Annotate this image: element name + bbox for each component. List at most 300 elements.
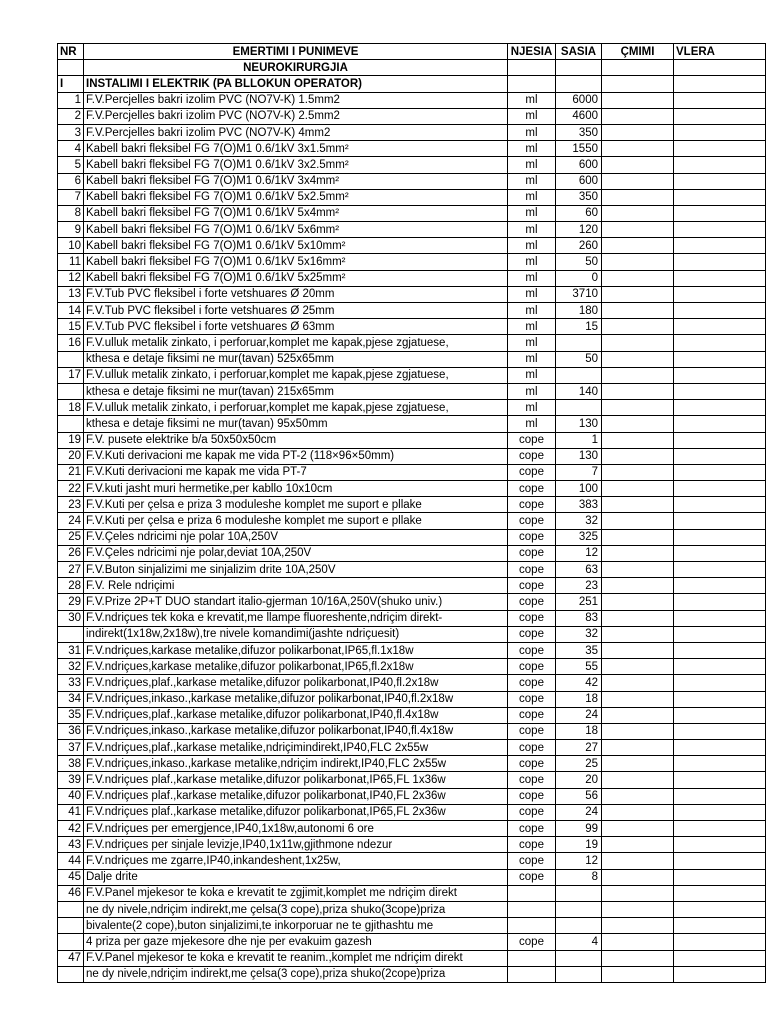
row-nr: 24 <box>58 513 84 529</box>
row-description: F.V.Tub PVC fleksibel i forte vetshuares Ø 25mm <box>84 303 508 319</box>
row-unit: cope <box>508 788 556 804</box>
row-price <box>602 513 674 529</box>
row-unit: cope <box>508 659 556 675</box>
table-row <box>58 238 766 254</box>
row-value <box>674 772 766 788</box>
row-value <box>674 934 766 950</box>
row-description: F.V.ndriçues me zgarre,IP40,inkandeshent,1x25w, <box>84 853 508 869</box>
row-quantity: 8 <box>556 869 602 885</box>
row-nr: 43 <box>58 837 84 853</box>
row-quantity: 24 <box>556 804 602 820</box>
row-unit: cope <box>508 448 556 464</box>
row-quantity: 24 <box>556 707 602 723</box>
row-quantity: 4600 <box>556 108 602 124</box>
row-unit: cope <box>508 562 556 578</box>
row-price <box>602 481 674 497</box>
row-unit: cope <box>508 837 556 853</box>
row-nr: 23 <box>58 497 84 513</box>
table-row <box>58 642 766 658</box>
row-description: F.V.Çeles ndricimi nje polar,deviat 10A,250V <box>84 545 508 561</box>
row-quantity: 12 <box>556 545 602 561</box>
row-price <box>602 756 674 772</box>
row-nr <box>58 626 84 642</box>
row-description: F.V.ulluk metalik zinkato, i perforuar,komplet me kapak,pjese zgjatuese, <box>84 400 508 416</box>
row-quantity: 99 <box>556 821 602 837</box>
row-description: F.V.Percjelles bakri izolim PVC (NO7V-K) 4mm2 <box>84 124 508 140</box>
row-value <box>674 351 766 367</box>
row-unit <box>508 918 556 934</box>
row-quantity: 383 <box>556 497 602 513</box>
header-nr: NR <box>58 44 84 60</box>
table-row <box>58 367 766 383</box>
row-quantity: 50 <box>556 254 602 270</box>
row-description: Kabell bakri fleksibel FG 7(O)M1 0.6/1kV 5x2.5mm² <box>84 189 508 205</box>
row-quantity: 325 <box>556 529 602 545</box>
table-row <box>58 756 766 772</box>
row-price <box>602 545 674 561</box>
section-title: INSTALIMI I ELEKTRIK (PA BLLOKUN OPERATOR) <box>84 76 508 92</box>
row-value <box>674 464 766 480</box>
row-value <box>674 756 766 772</box>
row-price <box>602 416 674 432</box>
row-value <box>674 157 766 173</box>
table-row <box>58 303 766 319</box>
row-price <box>602 562 674 578</box>
table-row <box>58 481 766 497</box>
row-unit: ml <box>508 189 556 205</box>
row-price <box>602 594 674 610</box>
row-price <box>602 448 674 464</box>
row-value <box>674 594 766 610</box>
row-unit: ml <box>508 124 556 140</box>
row-value <box>674 303 766 319</box>
row-description: F.V.Kuti per çelsa e priza 3 moduleshe komplet me suport e pllake <box>84 497 508 513</box>
row-quantity: 35 <box>556 642 602 658</box>
row-price <box>602 659 674 675</box>
row-price <box>602 772 674 788</box>
subtitle: NEUROKIRURGJIA <box>84 60 508 76</box>
row-unit: cope <box>508 772 556 788</box>
row-nr: 41 <box>58 804 84 820</box>
row-price <box>602 351 674 367</box>
row-nr <box>58 966 84 982</box>
table-row <box>58 497 766 513</box>
table-row <box>58 416 766 432</box>
table-row <box>58 351 766 367</box>
row-unit: ml <box>508 141 556 157</box>
table-row <box>58 108 766 124</box>
table-row <box>58 578 766 594</box>
table-row <box>58 92 766 108</box>
row-unit: cope <box>508 853 556 869</box>
row-unit: cope <box>508 934 556 950</box>
row-price <box>602 740 674 756</box>
row-value <box>674 885 766 901</box>
row-value <box>674 222 766 238</box>
row-price <box>602 205 674 221</box>
row-price <box>602 788 674 804</box>
row-description: F.V.ulluk metalik zinkato, i perforuar,komplet me kapak,pjese zgjatuese, <box>84 335 508 351</box>
row-unit: cope <box>508 675 556 691</box>
section-row <box>58 76 766 92</box>
table-row <box>58 286 766 302</box>
table-row <box>58 448 766 464</box>
row-description: F.V.ndriçues,karkase metalike,difuzor polikarbonat,IP65,fl.2x18w <box>84 659 508 675</box>
table-row <box>58 319 766 335</box>
row-nr: 45 <box>58 869 84 885</box>
row-value <box>674 497 766 513</box>
row-description: F.V.ndriçues,inkaso.,karkase metalike,difuzor polikarbonat,IP40,fl.4x18w <box>84 723 508 739</box>
row-quantity <box>556 335 602 351</box>
header-description: EMERTIMI I PUNIMEVE <box>84 44 508 60</box>
row-description: F.V.Percjelles bakri izolim PVC (NO7V-K) 1.5mm2 <box>84 92 508 108</box>
row-price <box>602 529 674 545</box>
row-price <box>602 918 674 934</box>
table-row <box>58 772 766 788</box>
row-quantity: 4 <box>556 934 602 950</box>
row-quantity: 18 <box>556 723 602 739</box>
row-value <box>674 124 766 140</box>
row-description: F.V.ndriçues,inkaso.,karkase metalike,ndriçim indirekt,IP40,FLC 2x55w <box>84 756 508 772</box>
row-price <box>602 303 674 319</box>
row-unit <box>508 885 556 901</box>
row-price <box>602 707 674 723</box>
row-price <box>602 723 674 739</box>
row-unit: cope <box>508 804 556 820</box>
row-price <box>602 189 674 205</box>
row-value <box>674 367 766 383</box>
row-description: F.V.ndriçues,plaf.,karkase metalike,ndriçimindirekt,IP40,FLC 2x55w <box>84 740 508 756</box>
row-quantity: 19 <box>556 837 602 853</box>
row-value <box>674 319 766 335</box>
section-nr: I <box>58 76 84 92</box>
row-description: F.V.ndriçues,karkase metalike,difuzor polikarbonat,IP65,fl.1x18w <box>84 642 508 658</box>
row-unit: cope <box>508 626 556 642</box>
row-quantity: 7 <box>556 464 602 480</box>
row-unit: ml <box>508 416 556 432</box>
row-nr: 11 <box>58 254 84 270</box>
row-value <box>674 383 766 399</box>
row-price <box>602 901 674 917</box>
row-description: F.V.ndriçues,plaf.,karkase metalike,difuzor polikarbonat,IP40,fl.2x18w <box>84 675 508 691</box>
row-description: F.V. Rele ndriçimi <box>84 578 508 594</box>
row-description: ne dy nivele,ndriçim indirekt,me çelsa(3 cope),priza shuko(3cope)priza <box>84 901 508 917</box>
row-quantity: 50 <box>556 351 602 367</box>
row-value <box>674 205 766 221</box>
row-quantity <box>556 901 602 917</box>
table-row <box>58 157 766 173</box>
row-value <box>674 238 766 254</box>
table-row <box>58 400 766 416</box>
row-unit: ml <box>508 205 556 221</box>
row-price <box>602 286 674 302</box>
row-value <box>674 837 766 853</box>
table-row <box>58 626 766 642</box>
table-row <box>58 205 766 221</box>
row-description: F.V.ndriçues,plaf.,karkase metalike,difuzor polikarbonat,IP40,fl.4x18w <box>84 707 508 723</box>
row-description: F.V.Panel mjekesor te koka e krevatit te reanim.,komplet me ndriçim direkt <box>84 950 508 966</box>
row-price <box>602 642 674 658</box>
row-price <box>602 141 674 157</box>
row-nr: 34 <box>58 691 84 707</box>
row-price <box>602 157 674 173</box>
row-nr: 1 <box>58 92 84 108</box>
row-price <box>602 626 674 642</box>
row-nr: 17 <box>58 367 84 383</box>
row-description: F.V.Çeles ndricimi nje polar 10A,250V <box>84 529 508 545</box>
row-quantity: 27 <box>556 740 602 756</box>
row-quantity: 23 <box>556 578 602 594</box>
row-price <box>602 869 674 885</box>
row-nr <box>58 351 84 367</box>
row-price <box>602 821 674 837</box>
row-price <box>602 464 674 480</box>
row-value <box>674 966 766 982</box>
row-description: F.V.ulluk metalik zinkato, i perforuar,komplet me kapak,pjese zgjatuese, <box>84 367 508 383</box>
table-row <box>58 804 766 820</box>
row-unit: cope <box>508 869 556 885</box>
row-nr <box>58 383 84 399</box>
row-unit: cope <box>508 821 556 837</box>
row-price <box>602 675 674 691</box>
row-unit <box>508 966 556 982</box>
row-description: Kabell bakri fleksibel FG 7(O)M1 0.6/1kV 5x16mm² <box>84 254 508 270</box>
row-description: kthesa e detaje fiksimi ne mur(tavan) 95x50mm <box>84 416 508 432</box>
header-unit: NJESIA <box>508 44 556 60</box>
row-nr: 36 <box>58 723 84 739</box>
row-quantity: 6000 <box>556 92 602 108</box>
row-value <box>674 610 766 626</box>
row-quantity: 180 <box>556 303 602 319</box>
row-quantity <box>556 885 602 901</box>
row-quantity: 100 <box>556 481 602 497</box>
row-value <box>674 821 766 837</box>
row-nr: 18 <box>58 400 84 416</box>
row-description: ne dy nivele,ndriçim indirekt,me çelsa(3 cope),priza shuko(2cope)priza <box>84 966 508 982</box>
table-row <box>58 383 766 399</box>
row-price <box>602 837 674 853</box>
row-unit: ml <box>508 270 556 286</box>
row-unit: ml <box>508 319 556 335</box>
row-description: F.V.ndriçues plaf.,karkase metalike,difuzor polikarbonat,IP65,FL 1x36w <box>84 772 508 788</box>
table-row <box>58 853 766 869</box>
row-quantity: 25 <box>556 756 602 772</box>
row-price <box>602 497 674 513</box>
row-description: Kabell bakri fleksibel FG 7(O)M1 0.6/1kV 5x4mm² <box>84 205 508 221</box>
row-nr: 27 <box>58 562 84 578</box>
row-description: kthesa e detaje fiksimi ne mur(tavan) 215x65mm <box>84 383 508 399</box>
row-price <box>602 966 674 982</box>
row-value <box>674 707 766 723</box>
table-row <box>58 141 766 157</box>
row-nr: 35 <box>58 707 84 723</box>
row-unit: cope <box>508 529 556 545</box>
row-quantity: 350 <box>556 124 602 140</box>
row-unit: cope <box>508 756 556 772</box>
row-unit: cope <box>508 432 556 448</box>
row-description: F.V.Kuti derivacioni me kapak me vida PT-2 (118×96×50mm) <box>84 448 508 464</box>
row-quantity: 130 <box>556 448 602 464</box>
table-row <box>58 529 766 545</box>
row-value <box>674 740 766 756</box>
row-quantity: 32 <box>556 626 602 642</box>
row-description: F.V.kuti jasht muri hermetike,per kabllo 10x10cm <box>84 481 508 497</box>
row-nr: 26 <box>58 545 84 561</box>
row-unit: ml <box>508 108 556 124</box>
row-value <box>674 578 766 594</box>
row-value <box>674 448 766 464</box>
row-unit: cope <box>508 464 556 480</box>
row-value <box>674 642 766 658</box>
row-description: F.V.ndriçues per sinjale levizje,IP40,1x11w,gjithmone ndezur <box>84 837 508 853</box>
row-quantity <box>556 400 602 416</box>
row-quantity <box>556 367 602 383</box>
table-row <box>58 788 766 804</box>
row-nr <box>58 934 84 950</box>
row-value <box>674 432 766 448</box>
row-value <box>674 853 766 869</box>
row-description: Kabell bakri fleksibel FG 7(O)M1 0.6/1kV 5x10mm² <box>84 238 508 254</box>
table-row <box>58 934 766 950</box>
row-value <box>674 286 766 302</box>
row-unit: cope <box>508 723 556 739</box>
row-unit: cope <box>508 481 556 497</box>
row-price <box>602 222 674 238</box>
row-unit: cope <box>508 740 556 756</box>
row-unit: cope <box>508 513 556 529</box>
table-row <box>58 594 766 610</box>
row-unit: ml <box>508 173 556 189</box>
row-description: F.V.ndriçues plaf.,karkase metalike,difuzor polikarbonat,IP65,FL 2x36w <box>84 804 508 820</box>
row-quantity: 63 <box>556 562 602 578</box>
bill-of-quantities-table <box>57 43 766 983</box>
row-value <box>674 92 766 108</box>
row-unit: ml <box>508 351 556 367</box>
subtitle-row <box>58 60 766 76</box>
row-description: indirekt(1x18w,2x18w),tre nivele komandimi(jashte ndriçuesit) <box>84 626 508 642</box>
row-description: 4 priza per gaze mjekesore dhe nje per evakuim gazesh <box>84 934 508 950</box>
row-nr: 28 <box>58 578 84 594</box>
row-nr: 5 <box>58 157 84 173</box>
row-quantity: 1 <box>556 432 602 448</box>
row-quantity: 350 <box>556 189 602 205</box>
row-nr: 10 <box>58 238 84 254</box>
row-unit: ml <box>508 367 556 383</box>
row-quantity: 120 <box>556 222 602 238</box>
row-description: F.V.Percjelles bakri izolim PVC (NO7V-K) 2.5mm2 <box>84 108 508 124</box>
row-nr: 42 <box>58 821 84 837</box>
row-description: F.V.Kuti per çelsa e priza 6 moduleshe komplet me suport e pllake <box>84 513 508 529</box>
row-quantity: 260 <box>556 238 602 254</box>
row-unit: ml <box>508 254 556 270</box>
row-nr: 47 <box>58 950 84 966</box>
row-nr: 3 <box>58 124 84 140</box>
row-unit: cope <box>508 578 556 594</box>
header-quantity: SASIA <box>556 44 602 60</box>
row-description: F.V.Tub PVC fleksibel i forte vetshuares Ø 20mm <box>84 286 508 302</box>
row-nr: 7 <box>58 189 84 205</box>
row-price <box>602 92 674 108</box>
row-unit: ml <box>508 383 556 399</box>
table-row <box>58 562 766 578</box>
row-description: F.V.ndriçues per emergjence,IP40,1x18w,autonomi 6 ore <box>84 821 508 837</box>
row-value <box>674 804 766 820</box>
row-quantity: 42 <box>556 675 602 691</box>
row-unit: cope <box>508 642 556 658</box>
row-quantity: 83 <box>556 610 602 626</box>
row-description: F.V.ndriçues tek koka e krevatit,me llampe fluoreshente,ndriçim direkt- <box>84 610 508 626</box>
row-value <box>674 189 766 205</box>
row-quantity: 56 <box>556 788 602 804</box>
table-row <box>58 885 766 901</box>
row-description: bivalente(2 cope),buton sinjalizimi,te inkorporuar ne te gjithashtu me <box>84 918 508 934</box>
row-value <box>674 659 766 675</box>
row-description: F.V.Buton sinjalizimi me sinjalizim drite 10A,250V <box>84 562 508 578</box>
row-description: F.V. pusete elektrike b/a 50x50x50cm <box>84 432 508 448</box>
row-value <box>674 545 766 561</box>
row-unit: ml <box>508 286 556 302</box>
table-row <box>58 222 766 238</box>
row-unit: ml <box>508 222 556 238</box>
row-price <box>602 238 674 254</box>
row-quantity: 55 <box>556 659 602 675</box>
table-row <box>58 254 766 270</box>
row-value <box>674 562 766 578</box>
row-unit: cope <box>508 707 556 723</box>
row-description: F.V.ndriçues,inkaso.,karkase metalike,difuzor polikarbonat,IP40,fl.2x18w <box>84 691 508 707</box>
table-row <box>58 918 766 934</box>
table-row <box>58 821 766 837</box>
table-row <box>58 869 766 885</box>
table-row <box>58 513 766 529</box>
row-unit: ml <box>508 92 556 108</box>
row-nr <box>58 901 84 917</box>
row-value <box>674 691 766 707</box>
row-nr: 46 <box>58 885 84 901</box>
row-quantity: 32 <box>556 513 602 529</box>
row-unit: ml <box>508 303 556 319</box>
row-unit: cope <box>508 610 556 626</box>
row-nr: 16 <box>58 335 84 351</box>
row-unit: ml <box>508 335 556 351</box>
row-quantity: 600 <box>556 157 602 173</box>
row-nr: 44 <box>58 853 84 869</box>
row-description: Kabell bakri fleksibel FG 7(O)M1 0.6/1kV 5x6mm² <box>84 222 508 238</box>
row-value <box>674 481 766 497</box>
row-description: F.V.Panel mjekesor te koka e krevatit te zgjimit,komplet me ndriçim direkt <box>84 885 508 901</box>
row-price <box>602 367 674 383</box>
table-row <box>58 901 766 917</box>
row-price <box>602 853 674 869</box>
row-price <box>602 270 674 286</box>
table-row <box>58 707 766 723</box>
row-value <box>674 626 766 642</box>
table-row <box>58 270 766 286</box>
row-nr: 15 <box>58 319 84 335</box>
row-nr: 33 <box>58 675 84 691</box>
row-quantity: 140 <box>556 383 602 399</box>
row-nr: 31 <box>58 642 84 658</box>
row-nr: 25 <box>58 529 84 545</box>
row-nr: 4 <box>58 141 84 157</box>
row-description: kthesa e detaje fiksimi ne mur(tavan) 525x65mm <box>84 351 508 367</box>
row-price <box>602 319 674 335</box>
row-quantity: 130 <box>556 416 602 432</box>
row-description: Kabell bakri fleksibel FG 7(O)M1 0.6/1kV 3x1.5mm² <box>84 141 508 157</box>
table-row <box>58 610 766 626</box>
row-quantity: 1550 <box>556 141 602 157</box>
row-description: Kabell bakri fleksibel FG 7(O)M1 0.6/1kV 5x25mm² <box>84 270 508 286</box>
